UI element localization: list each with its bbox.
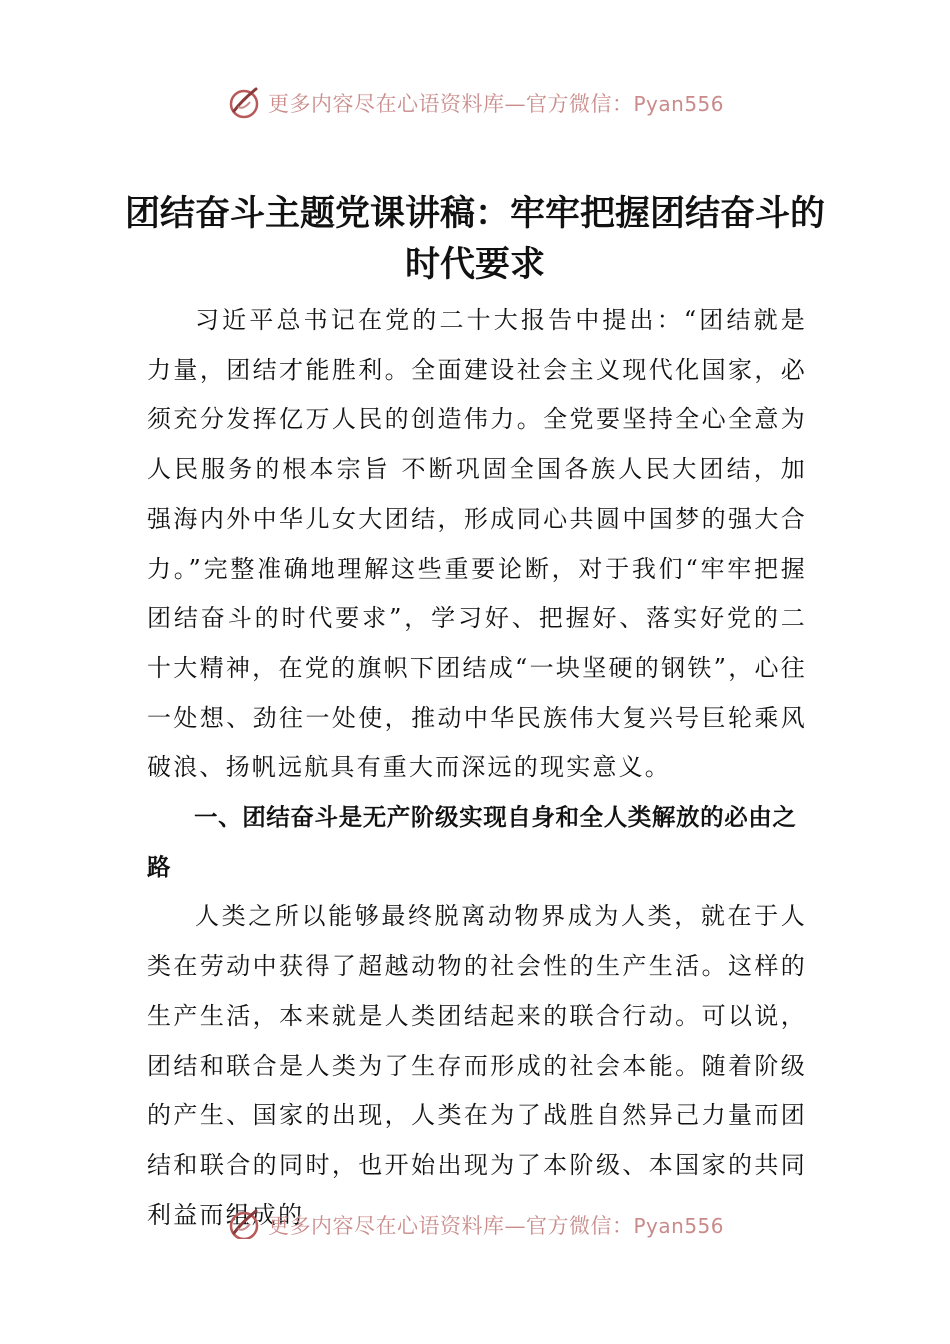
document-body (147, 296, 807, 1240)
watermark-footer (0, 1203, 950, 1239)
watermark-text: 更多内容尽在心语资料库—官方微信：Pyan556 (267, 92, 724, 116)
paragraph: 习近平总书记在党的二十大报告中提出：“团结就是力量，团结才能胜利。全面建设社会主义现代化国家，必须充分发挥亿万人民的创造伟力。全党要坚持全心全意为人民服务的根本宗旨 不断巩固全国各族人民大团结，加强海内外中华儿女大团结，形成同心共圆中国梦的强大合力。”完整准确地理解这些重要论断，对于我们“牢牢把握团结奋斗的时代要求”，学习好、把握好、落实好党的二十大精神，在党的旗帜下团结成“一块坚硬的钢铁”，心往一处想、劲往一处使，推动中华民族伟大复兴号巨轮乘风破浪、扬帆远航具有重大而深远的现实意义。 (147, 306, 807, 782)
brush-circle-icon (226, 1207, 262, 1239)
section-heading: 一、团结奋斗是无产阶级实现自身和全人类解放的必由之路 (147, 803, 797, 881)
document-title: 团结奋斗主题党课讲稿：牢牢把握团结奋斗的时代要求 (124, 193, 825, 285)
paragraph: 人类之所以能够最终脱离动物界成为人类，就在于人类在劳动中获得了超越动物的社会性的生产生活。这样的生产生活，本来就是人类团结起来的联合行动。可以说，团结和联合是人类为了生存而形成的社会本能。随着阶级的产生、国家的出现，人类在为了战胜自然异己力量而团结和联合的同时，也开始出现为了本阶级、本国家的共同利益而组成的 (147, 902, 807, 1229)
brush-circle-icon (226, 85, 262, 121)
watermark-text: 更多内容尽在心语资料库—官方微信：Pyan556 (267, 1214, 724, 1238)
watermark-header (0, 83, 950, 123)
